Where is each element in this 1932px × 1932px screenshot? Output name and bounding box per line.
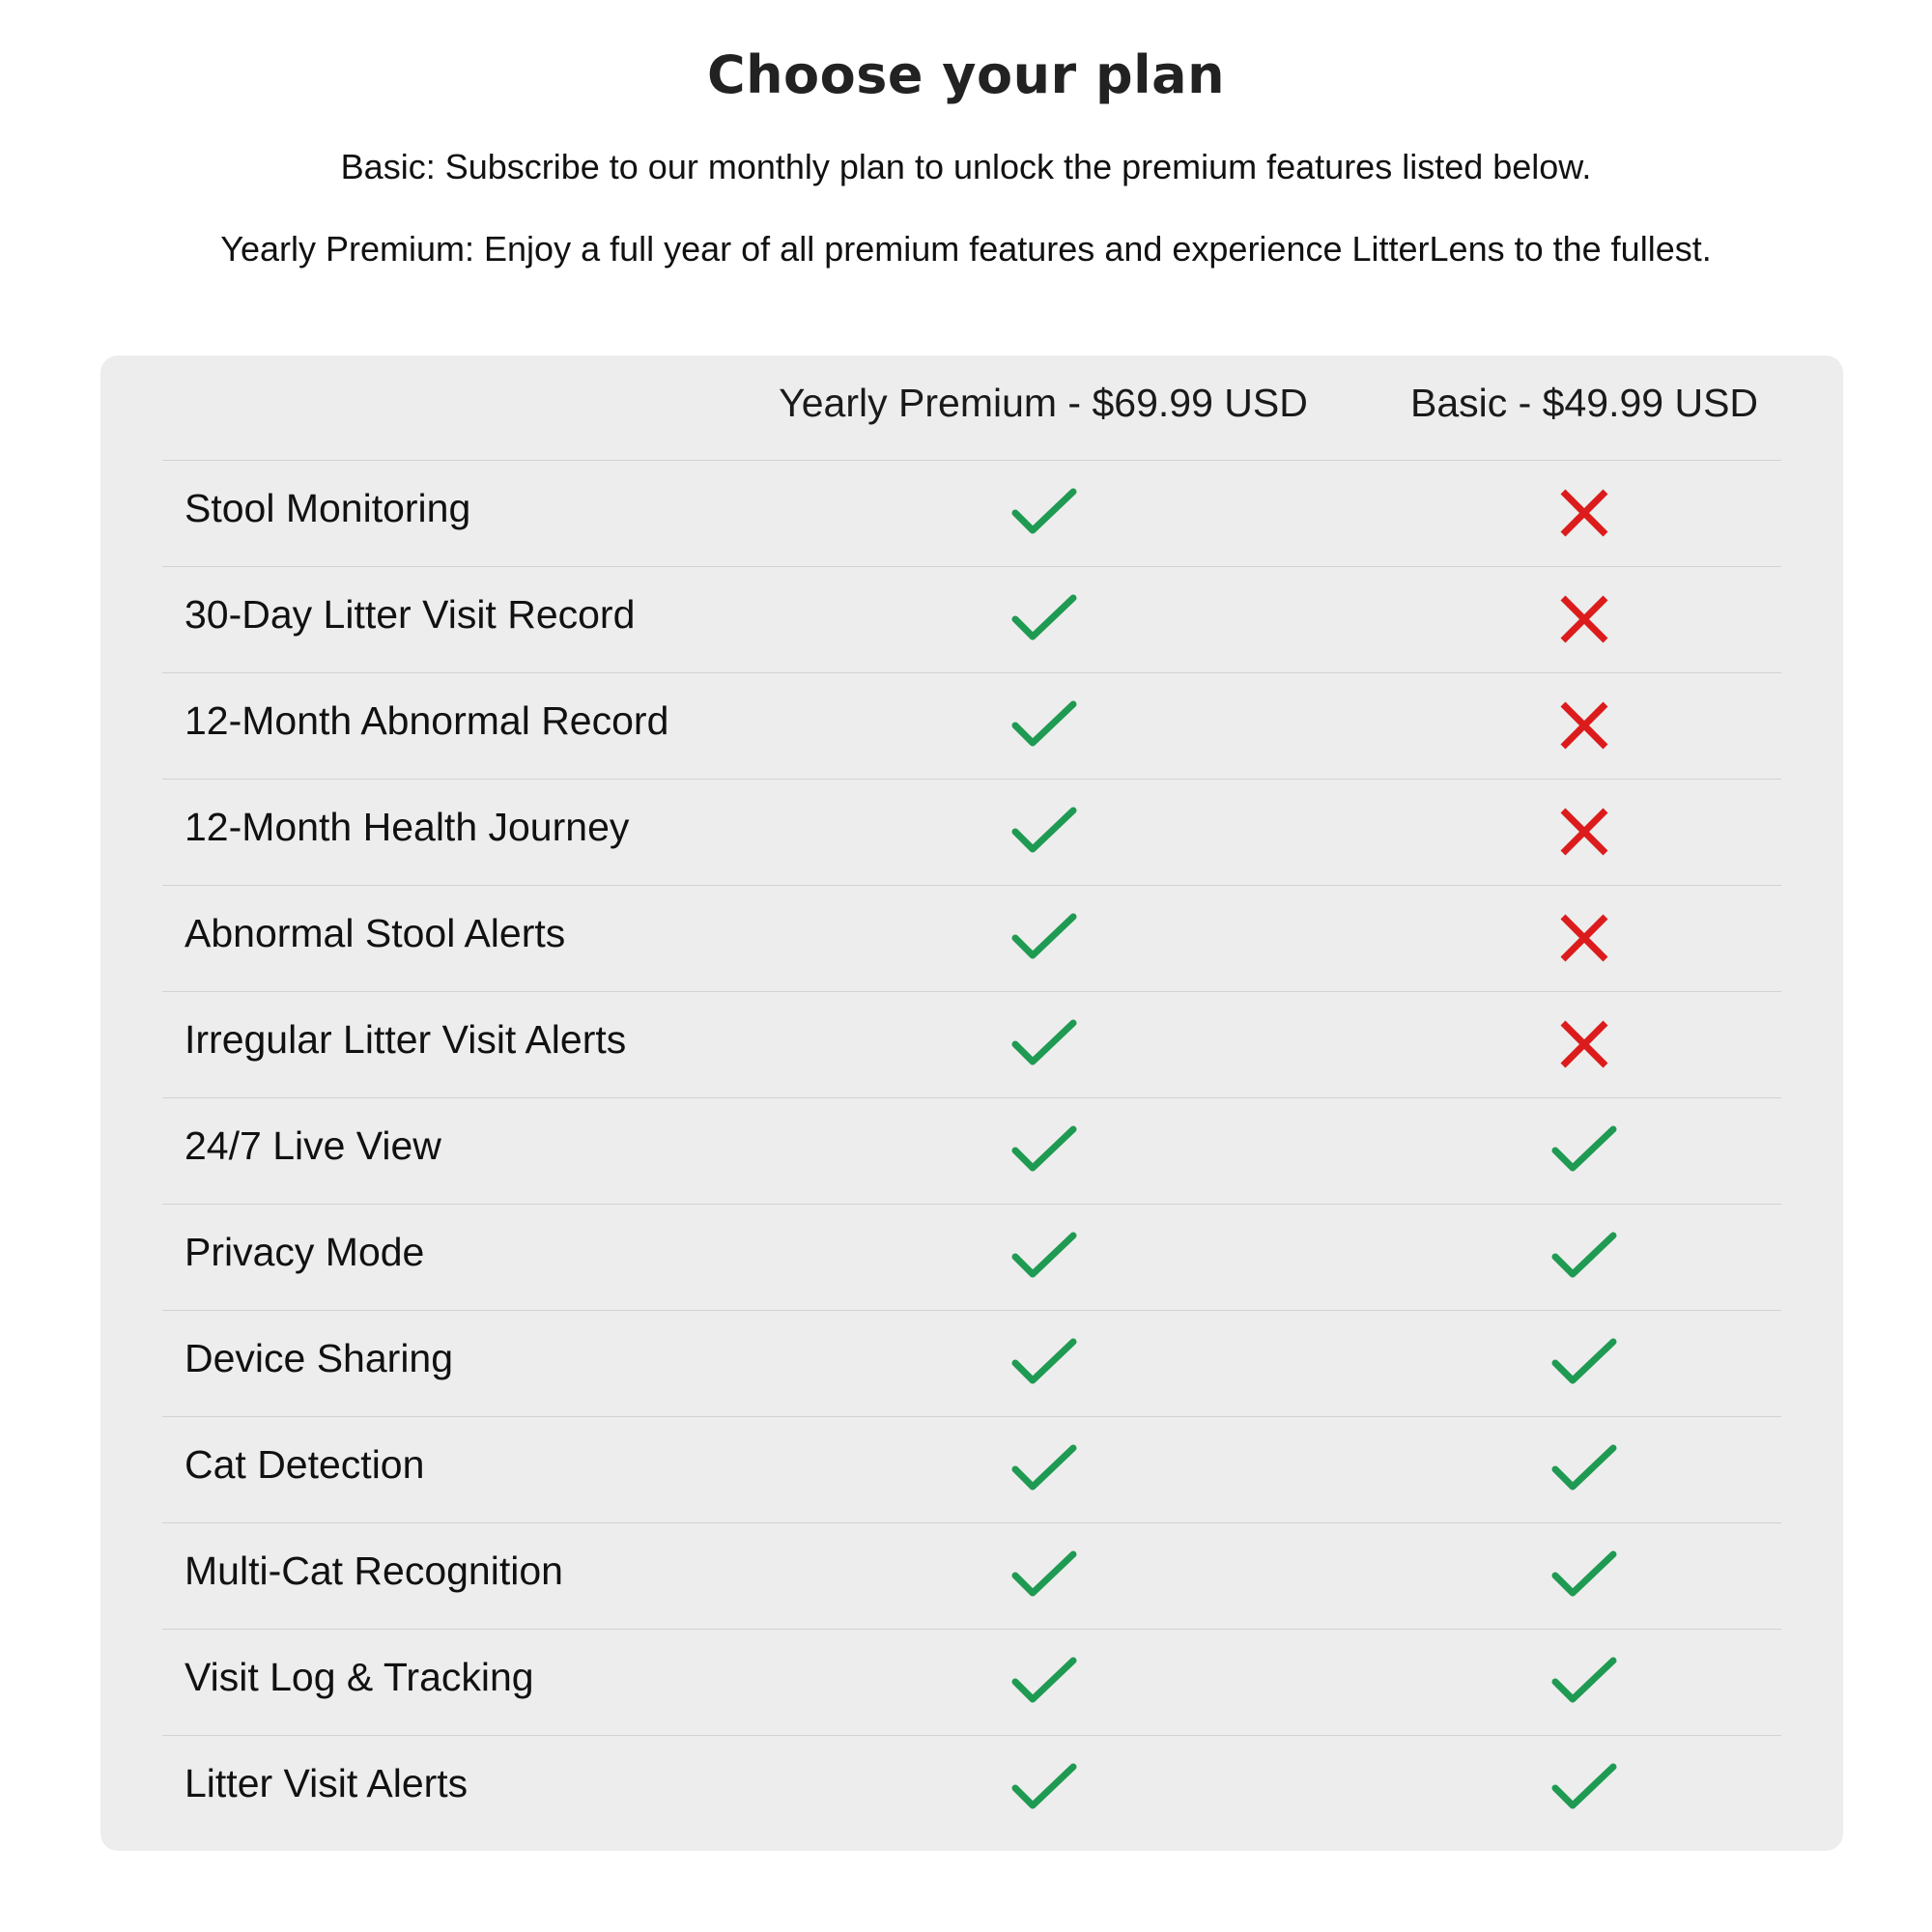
check-icon bbox=[1549, 1653, 1619, 1711]
feature-row bbox=[162, 1416, 1781, 1522]
feature-row bbox=[162, 779, 1781, 885]
feature-row bbox=[162, 460, 1781, 566]
feature-name: Abnormal Stool Alerts bbox=[185, 911, 566, 955]
feature-name: 12-Month Abnormal Record bbox=[185, 698, 669, 743]
feature-row bbox=[162, 1310, 1781, 1416]
check-icon bbox=[1009, 803, 1079, 861]
feature-name: Litter Visit Alerts bbox=[185, 1761, 469, 1805]
basic-column-header[interactable]: Basic - $49.99 USD bbox=[1409, 381, 1759, 425]
feature-row bbox=[162, 1204, 1781, 1310]
check-icon bbox=[1549, 1228, 1619, 1286]
check-icon bbox=[1009, 1440, 1079, 1498]
x-icon bbox=[1549, 484, 1619, 542]
check-icon bbox=[1009, 1653, 1079, 1711]
check-icon bbox=[1549, 1547, 1619, 1605]
feature-name: 12-Month Health Journey bbox=[185, 805, 630, 849]
page-title: Choose your plan bbox=[706, 44, 1226, 105]
basic-plan-description: Basic: Subscribe to our monthly plan to unlock the premium features listed below. bbox=[340, 147, 1592, 186]
feature-name: Multi-Cat Recognition bbox=[185, 1548, 563, 1593]
check-icon bbox=[1549, 1759, 1619, 1817]
x-icon bbox=[1549, 696, 1619, 754]
feature-list bbox=[162, 460, 1781, 1841]
feature-name: Stool Monitoring bbox=[185, 486, 471, 530]
feature-row bbox=[162, 566, 1781, 672]
feature-name: Visit Log & Tracking bbox=[185, 1655, 534, 1699]
check-icon bbox=[1009, 909, 1079, 967]
feature-row bbox=[162, 1735, 1781, 1841]
check-icon bbox=[1009, 696, 1079, 754]
yearly-plan-description: Yearly Premium: Enjoy a full year of all premium features and experience LitterLens to the fullest. bbox=[220, 229, 1712, 269]
check-icon bbox=[1549, 1122, 1619, 1179]
feature-row bbox=[162, 885, 1781, 991]
feature-row bbox=[162, 672, 1781, 779]
check-icon bbox=[1009, 1015, 1079, 1073]
check-icon bbox=[1009, 1122, 1079, 1179]
feature-row bbox=[162, 1522, 1781, 1629]
check-icon bbox=[1009, 1228, 1079, 1286]
x-icon bbox=[1549, 909, 1619, 967]
feature-name: 30-Day Litter Visit Record bbox=[185, 592, 636, 637]
feature-name: Irregular Litter Visit Alerts bbox=[185, 1017, 627, 1062]
check-icon bbox=[1549, 1440, 1619, 1498]
feature-row bbox=[162, 1097, 1781, 1204]
feature-name: Privacy Mode bbox=[185, 1230, 425, 1274]
feature-name: 24/7 Live View bbox=[185, 1123, 441, 1168]
x-icon bbox=[1549, 590, 1619, 648]
check-icon bbox=[1009, 484, 1079, 542]
feature-row bbox=[162, 991, 1781, 1097]
check-icon bbox=[1009, 590, 1079, 648]
yearly-premium-column-header[interactable]: Yearly Premium - $69.99 USD bbox=[779, 381, 1308, 425]
feature-row bbox=[162, 1629, 1781, 1735]
x-icon bbox=[1549, 803, 1619, 861]
x-icon bbox=[1549, 1015, 1619, 1073]
check-icon bbox=[1009, 1547, 1079, 1605]
feature-name: Cat Detection bbox=[185, 1442, 425, 1487]
check-icon bbox=[1009, 1759, 1079, 1817]
feature-name: Device Sharing bbox=[185, 1336, 454, 1380]
check-icon bbox=[1009, 1334, 1079, 1392]
check-icon bbox=[1549, 1334, 1619, 1392]
